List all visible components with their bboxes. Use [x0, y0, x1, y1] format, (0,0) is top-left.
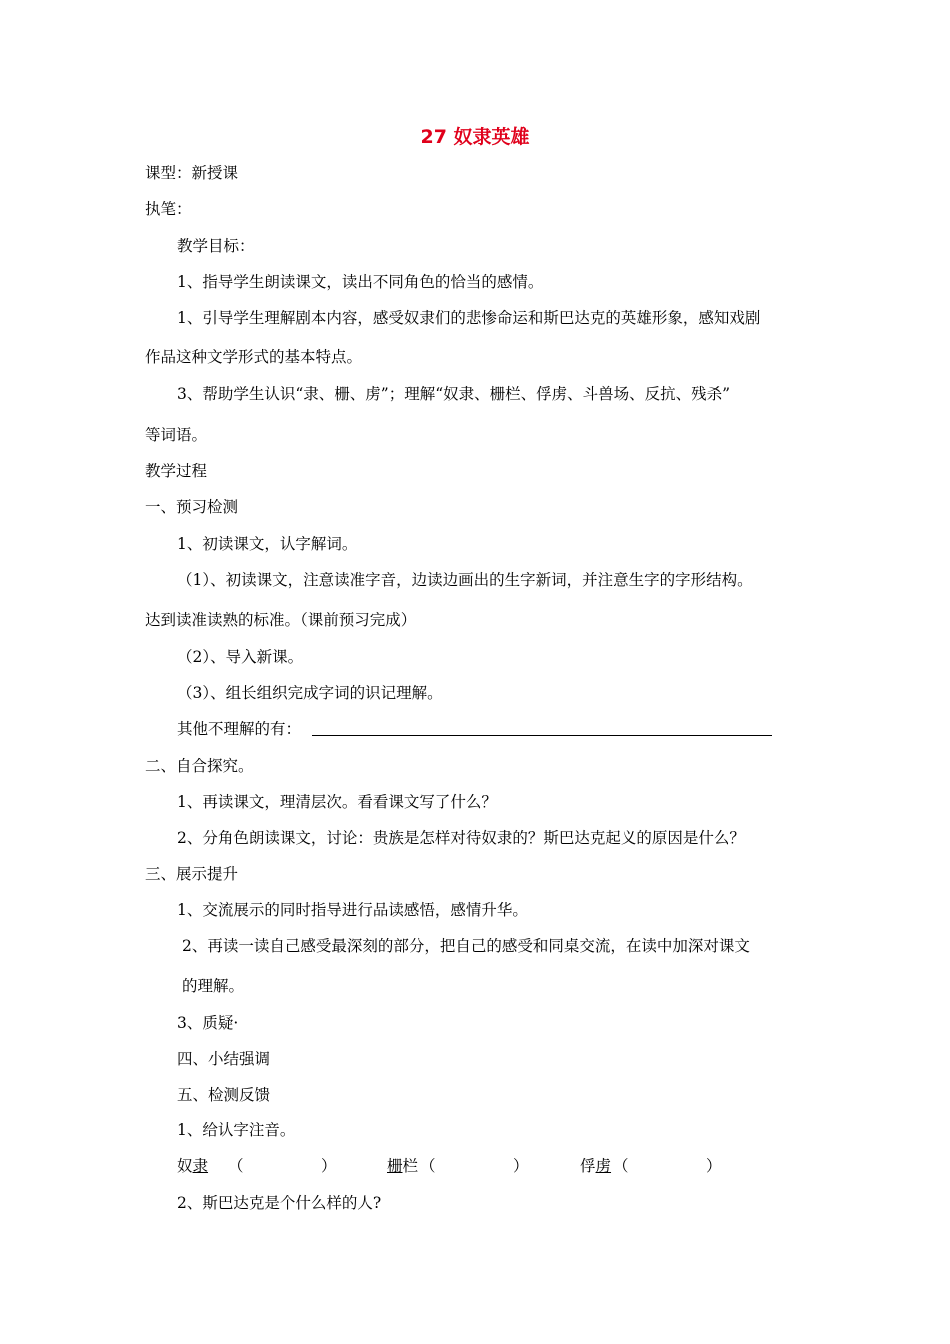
section-heading: 二、自合探究。	[145, 757, 254, 775]
section-heading: 三、展示提升	[145, 865, 239, 883]
lesson-type: 课型：新授课	[145, 164, 239, 182]
pinyin-answer-blank[interactable]: （ ）	[228, 1157, 337, 1175]
section-item: （2）、导入新课。	[177, 648, 304, 666]
goals-heading: 教学目标：	[177, 237, 255, 255]
section-item: 1、交流展示的同时指导进行品读感悟，感情升华。	[177, 901, 528, 919]
goal-item: 3、帮助学生认识“隶、栅、虏”；理解“奴隶、栅栏、俘虏、斗兽场、反抗、残杀”	[177, 385, 731, 403]
section-item: （1）、初读课文，注意读准字音，边读边画出的生字新词，并注意生字的字形结构。	[177, 571, 753, 589]
goal-item-continued: 作品这种文学形式的基本特点。	[145, 348, 363, 366]
process-heading: 教学过程	[145, 462, 208, 480]
lesson-author: 执笔：	[145, 200, 192, 218]
section-item-continued: 达到读准读熟的标准。（课前预习完成）	[145, 611, 417, 629]
section-item: 1、再读课文，理清层次。看看课文写了什么？	[177, 793, 497, 811]
section-heading: 五、检测反馈	[177, 1086, 271, 1104]
section-item: 3、质疑·	[177, 1014, 239, 1032]
fill-in-blank-line[interactable]	[312, 735, 772, 736]
document-title: 27 奴隶英雄	[420, 126, 530, 148]
fill-in-label: 其他不理解的有：	[177, 720, 302, 738]
section-heading: 一、预习检测	[145, 498, 239, 516]
section-item: 2、斯巴达克是个什么样的人?	[177, 1194, 382, 1212]
goal-item: 1、引导学生理解剧本内容，感受奴隶们的悲惨命运和斯巴达克的英雄形象，感知戏剧	[177, 309, 761, 327]
section-item: 2、分角色朗读课文，讨论：贵族是怎样对待奴隶的？斯巴达克起义的原因是什么？	[177, 829, 745, 847]
pinyin-answer-blank[interactable]: （ ）	[420, 1157, 529, 1175]
section-item: 2、再读一读自己感受最深刻的部分，把自己的感受和同桌交流，在读中加深对课文	[182, 937, 750, 955]
pinyin-answer-blank[interactable]: （ ）	[613, 1157, 722, 1175]
section-item: 1、初读课文，认字解词。	[177, 535, 358, 553]
section-item: 1、给认字注音。	[177, 1121, 296, 1139]
pinyin-word: 俘虏	[580, 1157, 612, 1175]
pinyin-word: 奴隶	[177, 1157, 209, 1175]
pinyin-word: 栅栏	[387, 1157, 419, 1175]
goal-item-continued: 等词语。	[145, 426, 208, 444]
section-heading: 四、小结强调	[177, 1050, 271, 1068]
section-item-continued: 的理解。	[182, 977, 245, 995]
section-item: （3）、组长组织完成字词的识记理解。	[177, 684, 443, 702]
goal-item: 1、指导学生朗读课文，读出不同角色的恰当的感情。	[177, 273, 544, 291]
